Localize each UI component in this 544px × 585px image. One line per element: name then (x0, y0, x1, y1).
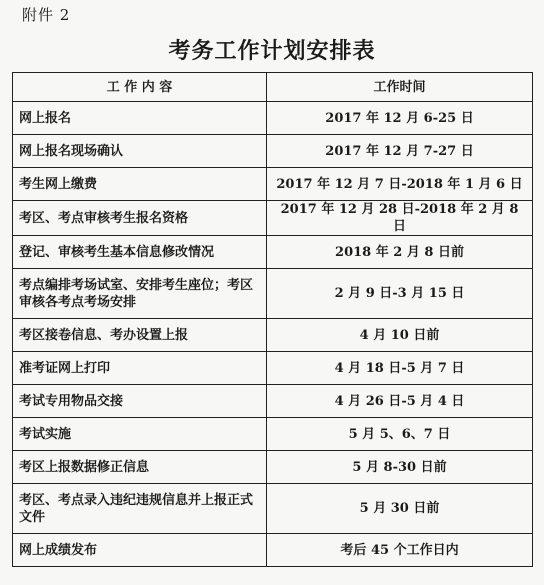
task-cell: 网上成绩发布 (13, 534, 267, 567)
task-cell: 准考证网上打印 (13, 352, 267, 385)
table-row (13, 418, 533, 451)
document-title: 考务工作计划安排表 (168, 38, 376, 64)
time-cell: 2017 年 12 月 28 日-2018 年 2 月 8 日 (267, 201, 533, 236)
task-cell: 考区、考点录入违纪违规信息并上报正式文件 (13, 484, 267, 534)
task-cell: 考区上报数据修正信息 (13, 451, 267, 484)
task-cell: 考试实施 (13, 418, 267, 451)
time-cell: 2017 年 12 月 7 日-2018 年 1 月 6 日 (267, 168, 533, 201)
time-cell: 2 月 9 日-3 月 15 日 (267, 269, 533, 319)
time-cell: 4 月 18 日-5 月 7 日 (267, 352, 533, 385)
time-cell: 4 月 10 日前 (267, 319, 533, 352)
task-cell: 考生网上缴费 (13, 168, 267, 201)
table-row (13, 484, 533, 534)
task-cell: 网上报名现场确认 (13, 135, 267, 168)
time-cell: 2018 年 2 月 8 日前 (267, 236, 533, 269)
table-row (13, 352, 533, 385)
table-row (13, 168, 533, 201)
time-cell: 2017 年 12 月 7-27 日 (267, 135, 533, 168)
header-task: 工 作 内 容 (13, 73, 267, 102)
header-time: 工作时间 (267, 73, 533, 102)
time-cell: 4 月 26 日-5 月 4 日 (267, 385, 533, 418)
table-row (13, 534, 533, 567)
table-row (13, 385, 533, 418)
table-row (13, 102, 533, 135)
table-row (13, 135, 533, 168)
table-header-row (13, 73, 533, 102)
time-cell: 5 月 8-30 日前 (267, 451, 533, 484)
table-row (13, 236, 533, 269)
time-cell: 2017 年 12 月 6-25 日 (267, 102, 533, 135)
task-cell: 考区接卷信息、考办设置上报 (13, 319, 267, 352)
table-row (13, 201, 533, 236)
time-cell: 考后 45 个工作日内 (267, 534, 533, 567)
task-cell: 考区、考点审核考生报名资格 (13, 201, 267, 236)
time-cell: 5 月 5、6、7 日 (267, 418, 533, 451)
attachment-label: 附件 2 (22, 6, 71, 24)
task-cell: 网上报名 (13, 102, 267, 135)
task-cell: 登记、审核考生基本信息修改情况 (13, 236, 267, 269)
table-row (13, 319, 533, 352)
table-row (13, 269, 533, 319)
time-cell: 5 月 30 日前 (267, 484, 533, 534)
task-cell: 考试专用物品交接 (13, 385, 267, 418)
table-row (13, 451, 533, 484)
schedule-table (12, 72, 533, 567)
task-cell: 考点编排考场试室、安排考生座位；考区审核各考点考场安排 (13, 269, 267, 319)
